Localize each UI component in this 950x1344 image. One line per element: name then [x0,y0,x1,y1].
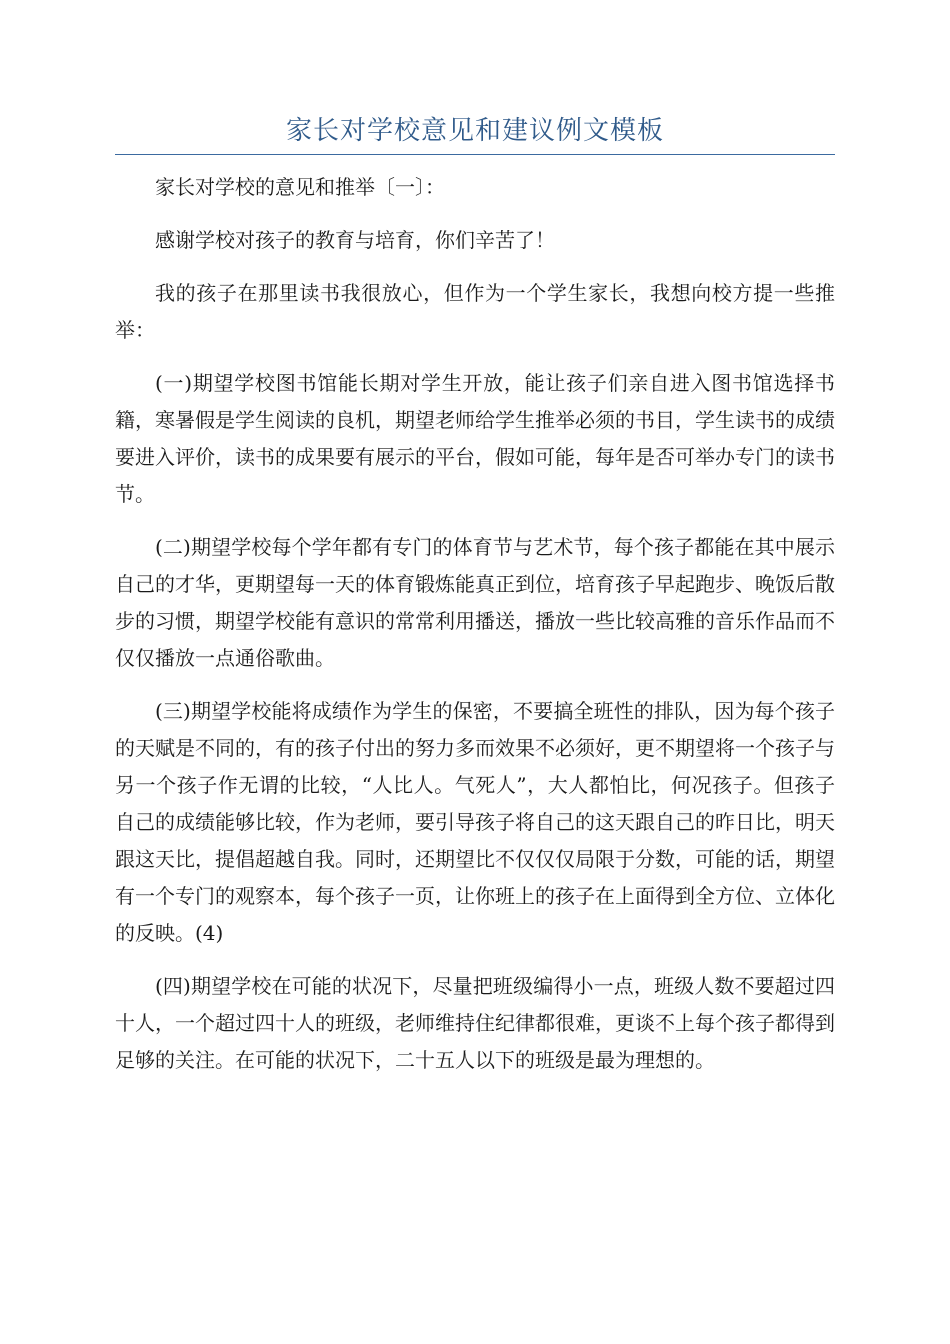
thanks-paragraph: 感谢学校对孩子的教育与培育，你们辛苦了！ [155,228,555,252]
greeting-heading: 家长对学校的意见和推举〔一〕： [155,175,445,199]
document-page [115,108,835,1095]
intro-paragraph: 我的孩子在那里读书我很放心，但作为一个学生家长，我想向校方提一些推举： [115,281,835,342]
document-title: 家长对学校意见和建议例文模板 [285,116,664,146]
suggestion-sports-arts: (二)期望学校每个学年都有专门的体育节与艺术节，每个孩子都能在其中展示自己的才华，更期望每一天的体育锻炼能真正到位，培育孩子早起跑步、晚饭后散步的习惯，期望学校能有意识的常常利用播送，播放一些比较高雅的音乐作品而不仅仅播放一点通俗歌曲。 [115,535,835,670]
suggestion-library: (一)期望学校图书馆能长期对学生开放，能让孩子们亲自进入图书馆选择书籍，寒暑假是学生阅读的良机，期望老师给学生推举必须的书目，学生读书的成绩要进入评价，读书的成果要有展示的平台，假如可能，每年是否可举办专门的读书节。 [115,371,835,506]
suggestion-grades-privacy: (三)期望学校能将成绩作为学生的保密，不要搞全班性的排队，因为每个孩子的天赋是不同的，有的孩子付出的努力多而效果不必须好，更不期望将一个孩子与另一个孩子作无谓的比较，“人比人。气死人”，大人都怕比，何况孩子。但孩子自己的成绩能够比较，作为老师，要引导孩子将自己的这天跟自己的昨日比，明天跟这天比，提倡超越自我。同时，还期望比不仅仅仅局限于分数，可能的话，期望有一个专门的观察本，每个孩子一页，让你班上的孩子在上面得到全方位、立体化的反映。(4) [115,699,835,945]
suggestion-class-size: (四)期望学校在可能的状况下，尽量把班级编得小一点，班级人数不要超过四十人，一个超过四十人的班级，老师维持住纪律都很难，更谈不上每个孩子都得到足够的关注。在可能的状况下，二十五人以下的班级是最为理想的。 [115,974,835,1072]
title-underline [115,154,835,155]
